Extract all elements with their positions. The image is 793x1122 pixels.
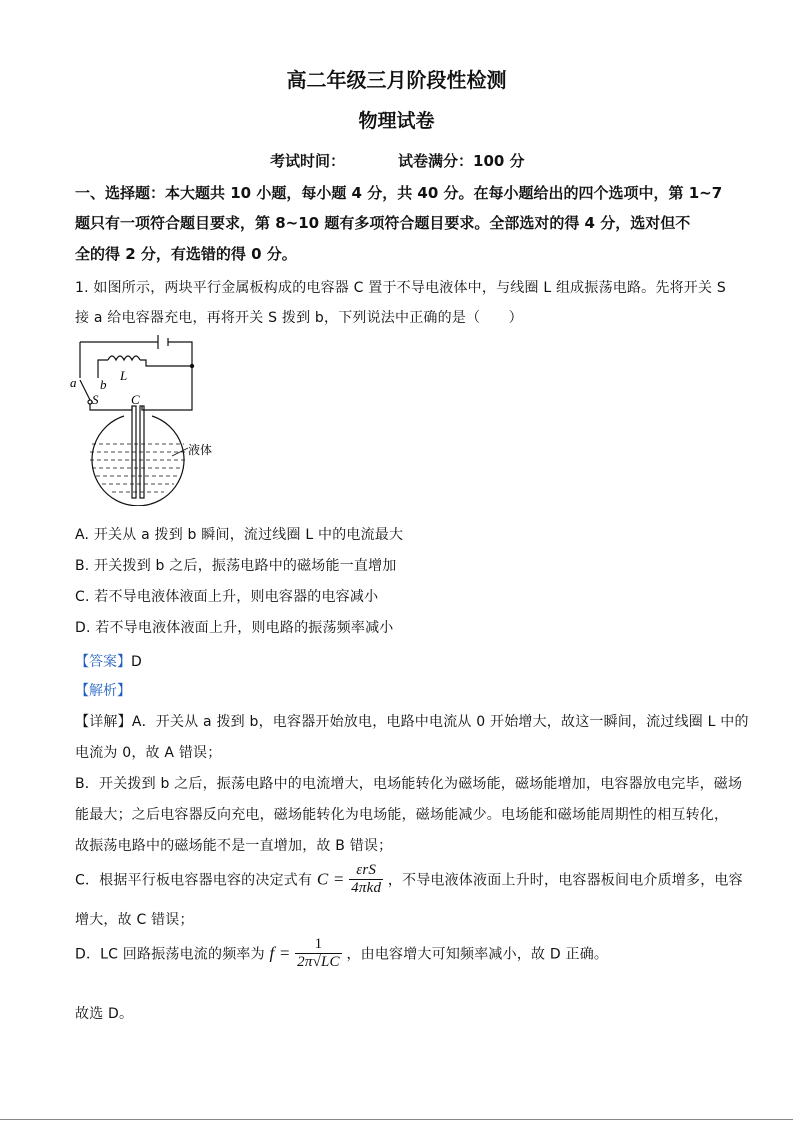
formula-capacitance-numerator: εrS [349,862,383,880]
label-liquid: 液体 [188,443,213,457]
explanation-a-text: A．开关从 a 拨到 b，电容器开始放电，电路中电流从 0 开始增大，故这一瞬间，流过线圈 L 中的 [131,714,749,730]
explanation-d-pre: D．LC 回路振荡电流的频率为 [75,946,265,963]
answer-tag: 【答案】 [75,654,131,670]
option-b: B. 开关拨到 b 之后，振荡电路中的磁场能一直增加 [75,558,397,574]
answer-row [75,651,142,671]
explanation-a-line-2: 电流为 0，故 A 错误； [75,745,222,761]
exam-time-label: 考试时间： [270,152,346,170]
label-L: L [120,368,128,383]
switch-blade [80,380,90,400]
label-a: a [70,375,77,390]
explanation-c-post: ，不导电液体液面上升时，电容器板间电介质增多，电容 [387,872,743,889]
page-title: 高二年级三月阶段性检测 [286,68,507,92]
explanation-b-line-2: 能最大；之后电容器反向充电，磁场能转化为电场能，磁场能减少。电场能和磁场能周期性的相互转化， [75,807,729,823]
option-d: D. 若不导电液体液面上升，则电路的振荡频率减小 [75,620,394,636]
wire-inner-right [140,360,192,366]
formula-frequency-denominator: 2π√LC [297,954,340,970]
option-c: C. 若不导电液体液面上升，则电容器的电容减小 [75,589,379,605]
detail-tag: 【详解】 [75,714,132,730]
explanation-d-line [75,936,608,971]
flask-outline [92,416,184,506]
wire-right [142,366,192,410]
answer-value: D [131,654,142,670]
explanation-a-line-1 [75,711,749,731]
full-score-label: 试卷满分：100 分 [398,152,525,170]
liquid-lines [90,444,186,492]
label-C: C [131,392,140,407]
formula-capacitance-fraction [349,862,383,897]
conclusion: 故选 D。 [75,1006,134,1022]
formula-frequency-lhs: f = [269,943,291,963]
option-a: A. 开关从 a 拨到 b 瞬间，流过线圈 L 中的电流最大 [75,527,404,543]
explanation-c-line-1 [75,862,743,897]
explanation-d-post: ，由电容增大可知频率减小，故 D 正确。 [346,946,609,963]
analysis-tag: 【解析】 [75,683,131,699]
question-stem-line-2: 接 a 给电容器充电，再将开关 S 拨到 b，下列说法中正确的是（ ） [75,310,523,326]
formula-frequency-fraction [295,936,342,971]
label-b: b [100,377,107,392]
formula-capacitance-denominator: 4πkd [351,880,382,896]
page-bottom-rule [0,1119,793,1120]
wire-top-right [168,342,192,366]
section-line-2: 题只有一项符合题目要求，第 8~10 题有多项符合题目要求。全部选对的得 4 分，选对但不 [75,214,691,232]
wire-inner-left [98,360,108,378]
section-line-1: 一、选择题：本大题共 10 小题，每小题 4 分，共 40 分。在每小题给出的四个选项中，第 1~7 [75,184,723,202]
explanation-b-line-1: B．开关拨到 b 之后，振荡电路中的电流增大，电场能转化为磁场能，磁场能增加，电容器放电完毕，磁场 [75,776,743,792]
formula-frequency-numerator: 1 [295,936,342,954]
label-S: S [92,392,99,407]
question-stem-line-1: 1. 如图所示，两块平行金属板构成的电容器 C 置于不导电液体中，与线圈 L 组成振荡电路。先将开关 S [75,280,726,296]
inductor-coil [108,356,140,360]
explanation-b-line-3: 故振荡电路中的磁场能不是一直增加，故 B 错误； [75,838,393,854]
section-line-3: 全的得 2 分，有选错的得 0 分。 [75,245,297,263]
circuit-figure [68,334,228,506]
formula-capacitance-lhs: C = [316,869,345,889]
explanation-c-pre: C．根据平行板电容器电容的决定式有 [75,872,313,889]
explanation-c-line-2: 增大，故 C 错误； [75,912,194,928]
page-subtitle: 物理试卷 [358,110,435,132]
